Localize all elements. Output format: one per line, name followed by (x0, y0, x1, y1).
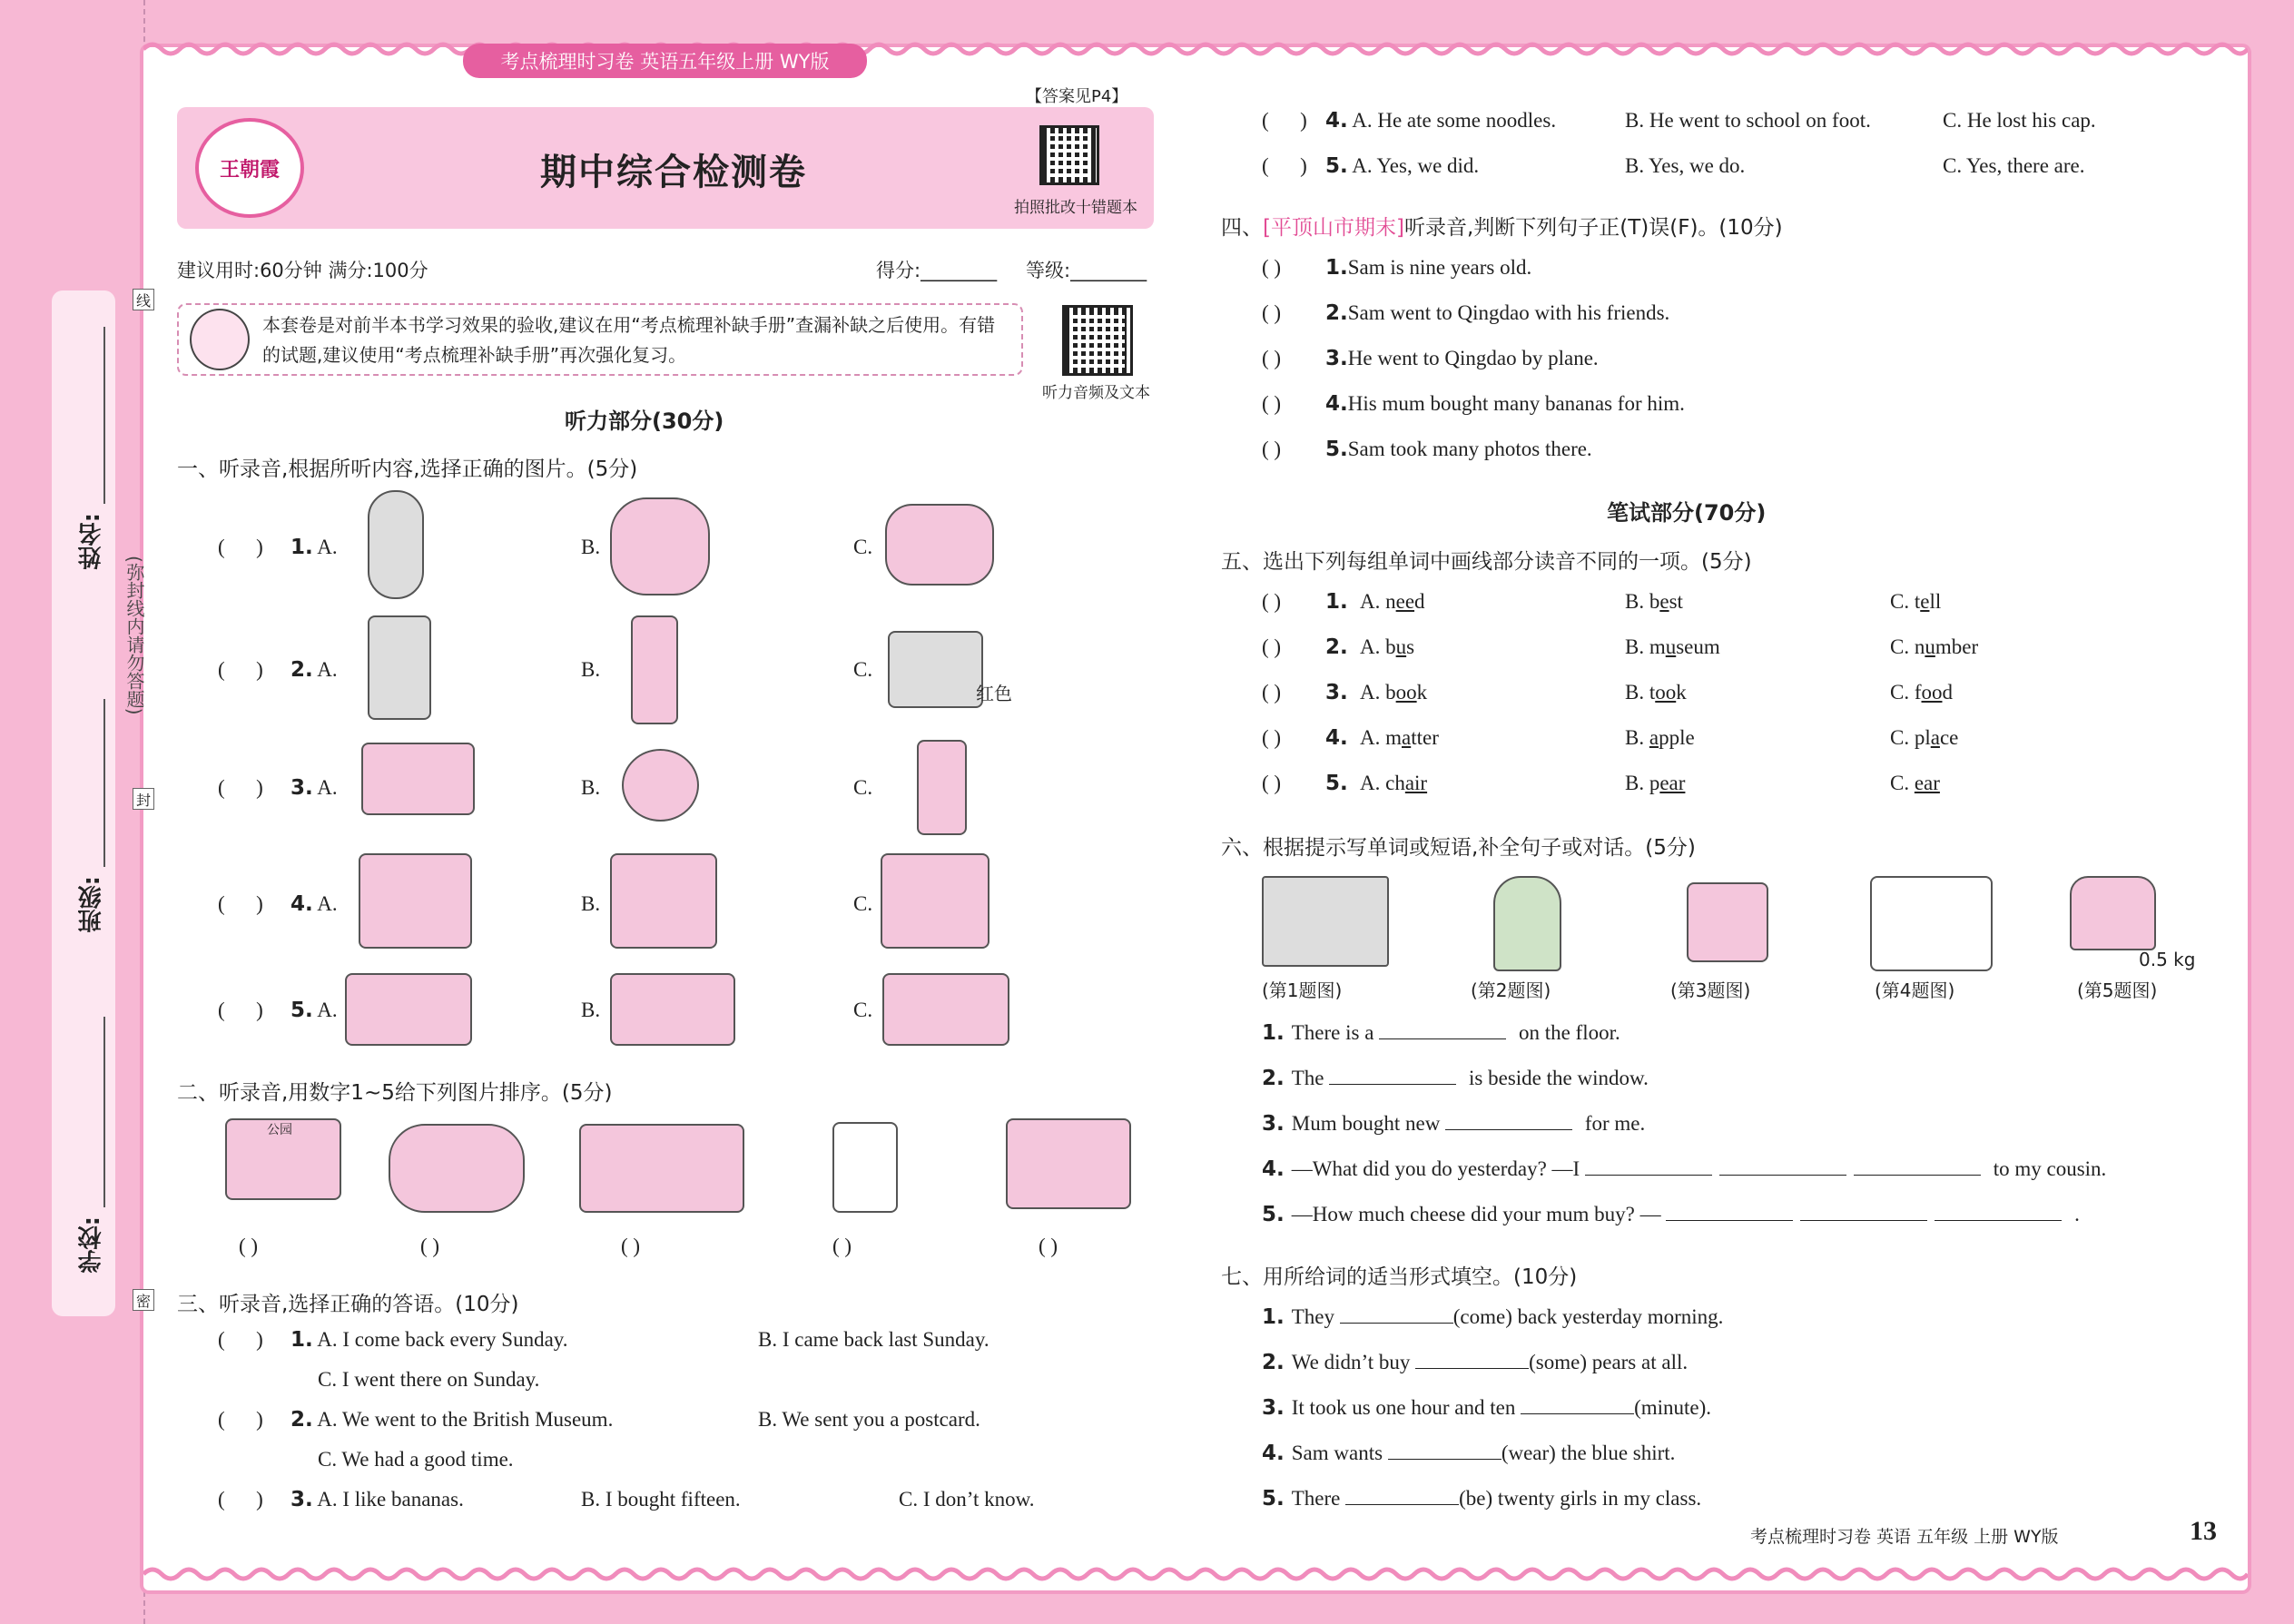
fill-sentence (1262, 1487, 1701, 1511)
underlined-part: u (1665, 635, 1677, 658)
q-number: 5. (1325, 772, 1348, 795)
option-a: A. (317, 658, 338, 681)
word-part: A. n (1360, 590, 1396, 613)
sentence-pre: The (1291, 1067, 1330, 1089)
q-number: 5. (1325, 438, 1348, 461)
q-number: 2. (1325, 301, 1348, 325)
word-part: A. b (1360, 681, 1396, 704)
qr1-caption: 拍照批改十错题本 (1014, 199, 1137, 217)
q-number: 1. (1325, 590, 1348, 614)
word-option-a (1360, 726, 1439, 750)
underlined-part: ear (1659, 772, 1686, 794)
exam-page (143, 47, 2248, 1590)
listening-part-title: 听力部分(30分) (565, 408, 724, 434)
fill-sentence (1262, 1157, 2106, 1181)
q-number: 4. (290, 892, 313, 916)
option-c: C. (853, 892, 873, 915)
class-line (103, 699, 105, 867)
sentence-post: pears at all. (1591, 1351, 1689, 1373)
boat-ride-image[interactable] (389, 1124, 525, 1213)
underlined-part: oo (1921, 681, 1943, 704)
sentence-post: to my cousin. (1987, 1157, 2107, 1180)
word-option-a (1360, 590, 1425, 614)
bottom-wave-border (143, 1561, 2248, 1587)
word-part: s (1406, 635, 1415, 658)
q-number: 2. (1262, 1351, 1292, 1374)
option-b: B. Yes, we do. (1625, 154, 1746, 177)
section7-title: 七、用所给词的适当形式填空。(10分) (1221, 1265, 1578, 1289)
figure-caption: (第5题图) (2077, 979, 2158, 1001)
underlined-part: e (1659, 590, 1669, 613)
bread-image[interactable] (622, 749, 699, 822)
word-option-b (1625, 635, 1720, 659)
word-part: C. pl (1890, 726, 1931, 749)
desk-with-book-image-a[interactable] (359, 853, 472, 949)
answer-blank[interactable] (1340, 1305, 1453, 1324)
underlined-part: oo (1395, 681, 1417, 704)
logo-text: 王朝霞 (219, 157, 280, 181)
word-option-c (1890, 772, 1940, 795)
underlined-part: a (1402, 726, 1412, 749)
word-part: C. n (1890, 635, 1925, 658)
boy-taking-photo-image[interactable] (368, 490, 424, 599)
answer-paren[interactable]: ( ) (1262, 635, 1282, 658)
word-option-b (1625, 726, 1695, 750)
answer-blank[interactable] (1854, 1157, 1981, 1176)
grade-field: 等级:________ (1026, 260, 1147, 281)
figure-caption: (第4题图) (1875, 979, 1955, 1001)
option-c: C. (853, 658, 873, 681)
word-part: pple (1659, 726, 1695, 749)
q-number: 2. (290, 658, 313, 682)
park-label: 公园 (267, 1123, 292, 1137)
underlined-part: ear (1914, 772, 1940, 794)
word-part: B. t (1625, 681, 1656, 704)
seal-mark-seal: 封 (133, 788, 154, 810)
answer-paren[interactable]: ( ) (1262, 347, 1282, 369)
word-hint: (minute). (1634, 1396, 1712, 1419)
underlined-part: u (1925, 635, 1935, 658)
word-part: d (1414, 590, 1425, 613)
binding-margin (52, 290, 115, 1316)
class-label: 班级: (78, 876, 105, 933)
word-part: C. f (1890, 681, 1922, 704)
sentence-pre: There (1291, 1487, 1346, 1510)
section6-title: 六、根据提示写单词或短语,补全句子或对话。(5分) (1221, 836, 1696, 860)
q-number: 3. (1325, 681, 1348, 704)
statement (1325, 256, 1531, 280)
word-part: k (1416, 681, 1428, 704)
order-blank-2[interactable]: ( ) (420, 1235, 440, 1257)
sentence-post: . (2069, 1203, 2080, 1225)
weight-label: 0.5 kg (2139, 949, 2196, 970)
section3-title: 三、听录音,选择正确的答语。(10分) (177, 1293, 519, 1316)
desk-with-book-image-c[interactable] (881, 853, 989, 949)
score-field: 得分:________ (876, 260, 998, 281)
option-a: A. (317, 892, 338, 915)
name-line (103, 327, 105, 504)
underlined-part: a (1649, 726, 1659, 749)
q-number: 3. (1325, 347, 1348, 370)
word-part: B. m (1625, 635, 1666, 658)
answer-paren[interactable]: ( ) (1262, 726, 1282, 749)
answer-blank[interactable] (1666, 1203, 1793, 1221)
fill-sentence (1262, 1021, 1620, 1045)
option-b: B. I came back last Sunday. (758, 1328, 989, 1351)
q-number: 4. (1325, 726, 1348, 750)
sentence-pre: It took us one hour and ten (1291, 1396, 1521, 1419)
answer-blank[interactable] (1379, 1021, 1506, 1039)
word-hint: (wear) (1501, 1442, 1561, 1464)
boy-playing-football-image[interactable] (610, 497, 710, 595)
fill-sentence (1262, 1442, 1675, 1465)
fill-sentence (1262, 1396, 1711, 1420)
fill-sentence (1262, 1305, 1723, 1329)
word-hint: (come) (1452, 1305, 1518, 1328)
option-b: B. We sent you a postcard. (758, 1408, 980, 1431)
order-blank-3[interactable]: ( ) (621, 1235, 641, 1257)
option-a: A. I like bananas. (317, 1488, 464, 1511)
sentence-pre: Sam wants (1291, 1442, 1388, 1464)
option-a: A. (317, 776, 338, 799)
word-part: k (1676, 681, 1687, 704)
option-a: A. (317, 536, 338, 558)
word-option-a (1360, 681, 1427, 704)
girl-at-computer-image[interactable] (1870, 876, 1993, 971)
shopping-list-image[interactable] (832, 1122, 898, 1213)
word-option-b (1625, 772, 1685, 795)
word-option-b (1625, 590, 1683, 614)
q-number: 4. (1262, 1442, 1292, 1465)
seal-mark-secret: 密 (133, 1289, 154, 1311)
page-number: 13 (2190, 1516, 2217, 1546)
option-a: A. I come back every Sunday. (317, 1328, 568, 1351)
word-part: ll (1929, 590, 1942, 613)
underlined-part: a (1930, 726, 1940, 749)
sentence-pre: Mum bought new (1291, 1112, 1446, 1135)
writing-part-title: 笔试部分(70分) (1607, 500, 1767, 526)
q-number: 1. (1262, 1305, 1292, 1329)
desk-with-book-image-b[interactable] (610, 853, 717, 949)
option-a: A. (317, 999, 338, 1021)
word-option-c (1890, 726, 1958, 750)
brand-logo (195, 118, 304, 218)
answer-paren[interactable]: ( ) (1262, 772, 1282, 794)
qr-code-icon[interactable] (1039, 125, 1099, 185)
option-b: B. I bought fifteen. (581, 1488, 741, 1511)
answer-blank[interactable] (1388, 1442, 1501, 1460)
option-b: B. (581, 999, 601, 1021)
answer-blank[interactable] (1521, 1396, 1634, 1414)
q-number: 2. (290, 1408, 313, 1432)
girl-avatar-icon (190, 309, 250, 370)
option-c: C. We had a good time. (318, 1448, 514, 1471)
seal-note: (弥封线内请勿答题) (123, 556, 145, 715)
q-number: 1. (1325, 256, 1348, 280)
seal-mark-line: 线 (133, 289, 154, 310)
option-b: B. (581, 776, 601, 799)
sentence-post: is beside the window. (1463, 1067, 1649, 1089)
q-number: 4. (1262, 1157, 1292, 1181)
section2-title: 二、听录音,用数字1~5给下列图片排序。(5分) (177, 1081, 613, 1105)
answer-paren[interactable]: ( ) (1262, 392, 1282, 415)
section5-title: 五、选出下列每组单词中画线部分读音不同的一项。(5分) (1221, 550, 1752, 574)
option-c: C. (853, 536, 873, 558)
scale-cheese-image-b[interactable] (610, 973, 735, 1046)
option-a: A. We went to the British Museum. (317, 1408, 614, 1431)
answer-blank[interactable] (1415, 1351, 1529, 1369)
word-part: B. b (1625, 590, 1660, 613)
trousers-image[interactable] (631, 615, 678, 724)
audio-qr-code-icon[interactable] (1062, 305, 1133, 376)
q-number: 2. (1262, 1067, 1292, 1090)
word-part: d (1942, 681, 1953, 704)
q-number: 1. (290, 536, 313, 559)
statement-text: Sam is nine years old. (1347, 256, 1532, 279)
source-tag: [平顶山市期末] (1263, 216, 1404, 240)
word-hint: (some) (1529, 1351, 1592, 1373)
title-banner (177, 107, 1154, 229)
statement (1325, 301, 1669, 325)
q-number: 4. (1325, 392, 1348, 416)
statement (1325, 438, 1592, 461)
statement (1325, 392, 1685, 416)
figure-caption: (第1题图) (1262, 979, 1343, 1001)
red-color-label: 红色 (976, 683, 1012, 704)
word-part: ce (1939, 726, 1959, 749)
figure-caption: (第2题图) (1471, 979, 1551, 1001)
statement-text: Sam took many photos there. (1347, 438, 1592, 460)
answer-blank[interactable] (1935, 1203, 2062, 1221)
q-number: 1. (290, 1328, 313, 1352)
milk-carton-image[interactable] (917, 740, 967, 835)
underlined-part: ee (1395, 590, 1415, 613)
option-c: C. (853, 999, 873, 1021)
word-part: C. t (1890, 590, 1921, 613)
q-number: 5. (1325, 154, 1348, 178)
floor-pen-image[interactable] (1262, 876, 1389, 967)
underlined-part: oo (1655, 681, 1677, 704)
q-number: 4. (1325, 109, 1348, 133)
underlined-part: u (1395, 635, 1407, 658)
fill-sentence (1262, 1351, 1688, 1374)
series-tab: 考点梳理时习卷 英语五年级上册 WY版 (463, 44, 867, 78)
order-blank-1[interactable]: ( ) (239, 1235, 259, 1257)
scale-cheese-image-c[interactable] (882, 973, 1009, 1046)
qr2-caption: 听力音频及文本 (1042, 384, 1150, 402)
word-option-c (1890, 681, 1953, 704)
word-part: B. (1625, 726, 1649, 749)
option-c: C. I don’t know. (899, 1488, 1035, 1511)
q-number: 1. (1262, 1021, 1292, 1045)
name-label: 姓名: (78, 513, 105, 570)
family-watching-tv-image[interactable] (1006, 1118, 1131, 1209)
option-c: C. He lost his cap. (1943, 109, 2096, 132)
word-part: st (1669, 590, 1683, 613)
order-blank-4[interactable]: ( ) (832, 1235, 852, 1257)
shorts-image[interactable] (1687, 882, 1768, 962)
option-b: B. (581, 892, 601, 915)
q-number: 5. (1262, 1203, 1292, 1226)
scale-cheese-image-a[interactable] (345, 973, 472, 1046)
eggs-tray-image[interactable] (361, 743, 475, 815)
word-part: B. p (1625, 772, 1660, 794)
section4-title: 四、[平顶山市期末]听录音,判断下列句子正(T)误(F)。(10分) (1221, 216, 1783, 240)
option-a: A. He ate some noodles. (1352, 109, 1557, 132)
children-and-hats-image[interactable] (579, 1124, 744, 1213)
school-label: 学校: (78, 1216, 105, 1274)
q-number: 3. (290, 776, 313, 800)
sentence-pre: There is a (1291, 1021, 1380, 1044)
answer-blank[interactable] (1719, 1157, 1846, 1176)
word-option-c (1890, 590, 1941, 614)
fill-sentence (1262, 1203, 2080, 1226)
underlined-part: e (1920, 590, 1930, 613)
option-c: C. (853, 776, 873, 799)
answer-paren[interactable]: ( ) (1262, 590, 1282, 613)
exam-title: 期中综合检测卷 (540, 152, 807, 193)
word-part: tter (1411, 726, 1439, 749)
word-part: mber (1935, 635, 1979, 658)
answer-paren[interactable]: ( ) (1262, 256, 1282, 279)
sentence-pre: —What did you do yesterday? —I (1291, 1157, 1585, 1180)
plant-image[interactable] (1493, 876, 1561, 971)
statement (1325, 347, 1599, 370)
sentence-post: back yesterday morning. (1517, 1305, 1724, 1328)
word-part: C. (1890, 772, 1915, 794)
statement-text: Sam went to Qingdao with his friends. (1347, 301, 1670, 324)
answer-paren[interactable]: ( ) (1262, 301, 1282, 324)
word-option-a (1360, 635, 1414, 659)
word-part: A. m (1360, 726, 1402, 749)
word-part: A. ch (1360, 772, 1405, 794)
q-number: 3. (1262, 1112, 1292, 1136)
sentence-post: on the floor. (1513, 1021, 1620, 1044)
figure-caption: (第3题图) (1670, 979, 1751, 1001)
sentence-pre: We didn’t buy (1291, 1351, 1416, 1373)
q-number: 3. (1262, 1396, 1292, 1420)
option-c: C. Yes, there are. (1943, 154, 2085, 177)
note-text: 本套卷是对前半本书学习效果的验收,建议在用“考点梳理补缺手册”查漏补缺之后使用。有错的试题,建议使用“考点梳理补缺手册”再次强化复习。 (262, 314, 996, 366)
answer-blank[interactable] (1329, 1067, 1456, 1085)
answer-paren[interactable]: ( ) (1262, 438, 1282, 460)
top-wave-border (143, 36, 2248, 62)
word-option-a (1360, 772, 1427, 795)
answer-paren[interactable]: ( ) (1262, 681, 1282, 704)
sentence-pre: They (1291, 1305, 1340, 1328)
statement-text: His mum bought many bananas for him. (1347, 392, 1685, 415)
statement-text: He went to Qingdao by plane. (1347, 347, 1599, 369)
boy-listening-radio-image[interactable] (885, 504, 994, 586)
fill-sentence (1262, 1067, 1649, 1090)
word-option-c (1890, 635, 1978, 659)
word-hint: (be) (1459, 1487, 1498, 1510)
option-b: B. (581, 658, 601, 681)
section1-title: 一、听录音,根据所听内容,选择正确的图片。(5分) (177, 458, 638, 481)
q-number: 5. (290, 999, 313, 1022)
sentence-post: the blue shirt. (1561, 1442, 1676, 1464)
order-blank-5[interactable]: ( ) (1039, 1235, 1058, 1257)
park-image[interactable] (225, 1118, 341, 1200)
time-score-info: 建议用时:60分钟 满分:100分 (177, 260, 428, 281)
fill-sentence (1262, 1112, 1645, 1136)
option-c: C. I went there on Sunday. (318, 1368, 540, 1391)
word-part: A. b (1360, 635, 1396, 658)
word-part: seum (1676, 635, 1720, 658)
q-number: 2. (1325, 635, 1348, 659)
sentence-post: twenty girls in my class. (1497, 1487, 1702, 1510)
tshirt-image[interactable] (888, 631, 983, 708)
footer-text: 考点梳理时习卷 英语 五年级 上册 WY版 (1750, 1527, 2059, 1547)
option-a: A. Yes, we did. (1352, 154, 1480, 177)
cheese-image[interactable] (2070, 876, 2156, 950)
answer-blank[interactable] (1585, 1157, 1712, 1176)
underlined-part: air (1404, 772, 1428, 794)
word-option-b (1625, 681, 1687, 704)
dress-image[interactable] (368, 615, 431, 720)
option-b: B. He went to school on foot. (1625, 109, 1871, 132)
option-b: B. (581, 536, 601, 558)
instruction-note (177, 303, 1023, 376)
sentence-post: for me. (1580, 1112, 1646, 1135)
answer-blank[interactable] (1445, 1112, 1572, 1130)
answer-blank[interactable] (1800, 1203, 1927, 1221)
school-line (103, 1017, 105, 1207)
answer-blank[interactable] (1345, 1487, 1459, 1505)
sentence-pre: —How much cheese did your mum buy? — (1291, 1203, 1667, 1225)
q-number: 3. (290, 1488, 313, 1511)
q-number: 5. (1262, 1487, 1292, 1511)
answer-reference: 【答案见P4】 (1026, 87, 1128, 106)
